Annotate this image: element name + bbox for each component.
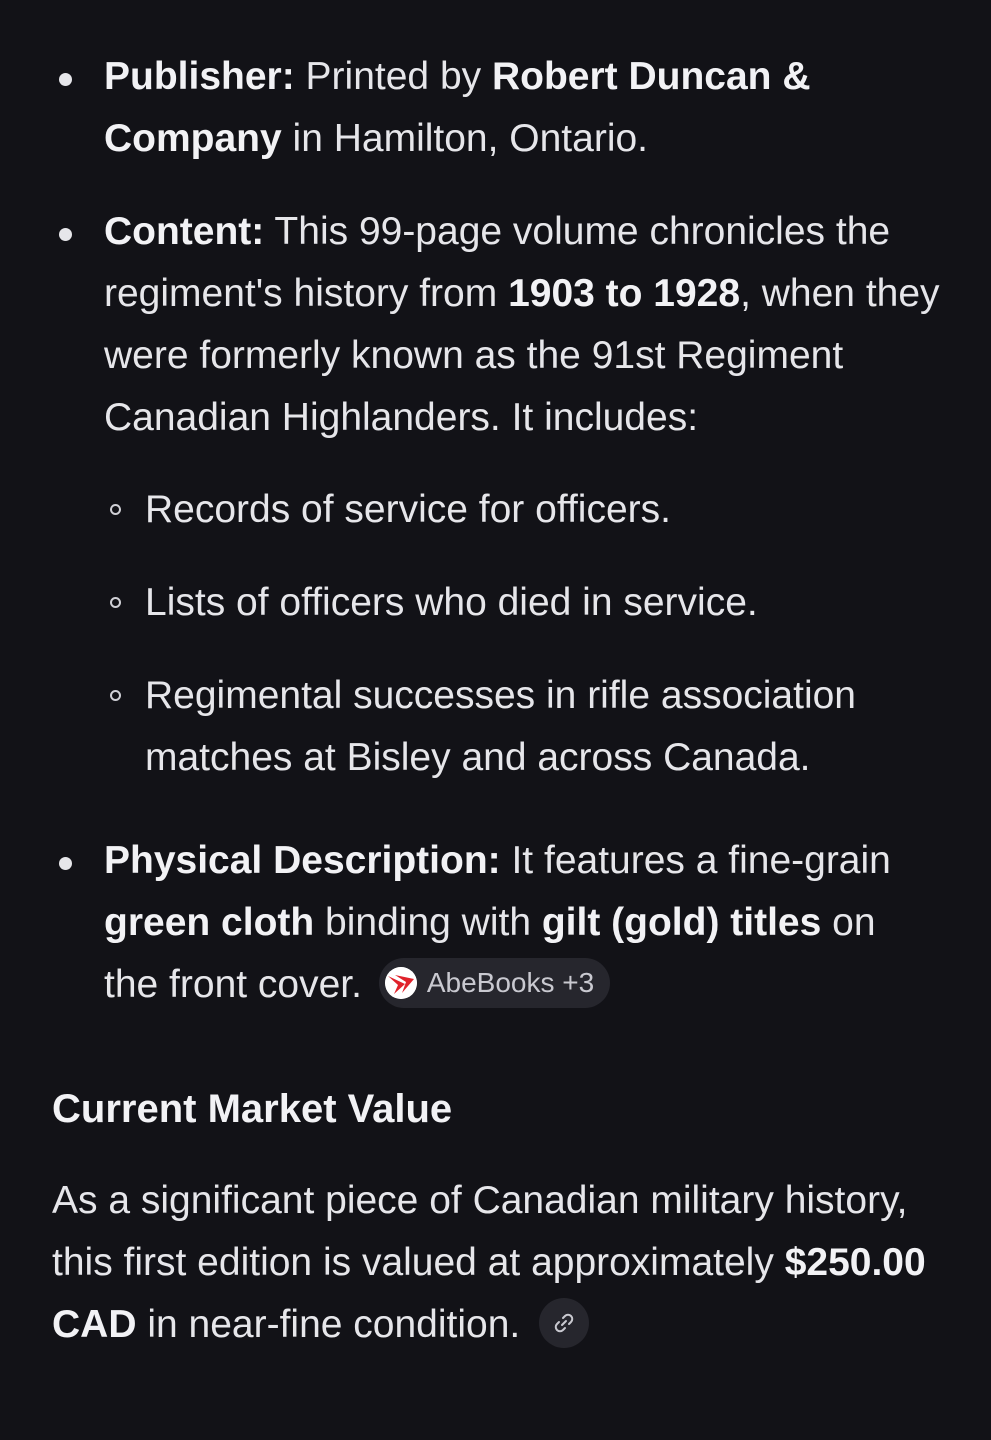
physical-label: Physical Description: [104,839,501,882]
physical-gilt: gilt (gold) titles [541,901,822,944]
bullet-physical [104,830,904,1016]
link-button[interactable] [539,1298,589,1348]
physical-text-1: It features a fine-grain [500,839,891,882]
includes-item-records [145,479,925,541]
physical-text-2: binding with [314,901,542,944]
physical-text-3: on the front cover. [104,901,876,1006]
includes-item-text: Regimental successes in rifle association matches at Bisley and across Canada. [145,674,856,779]
includes-item-text: Records of service for officers. [145,488,671,531]
abebooks-logo-icon [385,967,417,999]
source-chip-label: AbeBooks +3 [426,966,595,998]
physical-cloth: green cloth [104,901,315,944]
market-value-paragraph [52,1170,932,1356]
includes-item-rifle [145,665,935,789]
publisher-label: Publisher: [104,55,295,98]
publisher-company: Robert Duncan & Company [104,55,811,160]
bullet-content [104,201,944,449]
market-text-1: As a significant piece of Canadian military history, this first edition is valued at approximately [52,1179,908,1284]
content-years: 1903 to 1928 [508,272,741,315]
bullet-publisher [104,46,934,170]
market-text-2: in near-fine condition. [136,1303,521,1346]
publisher-text-1: Printed by [294,55,492,98]
publisher-text-2: in Hamilton, Ontario. [281,117,649,160]
content-text-1: This 99-page volume chronicles the regiment's history from [104,210,891,315]
content-label: Content: [104,210,265,253]
source-chip[interactable] [379,958,610,1008]
includes-item-deaths [145,572,925,634]
link-icon [552,1311,576,1335]
section-heading-market-value: Current Market Value [52,1087,453,1131]
market-price: $250.00 CAD [52,1241,926,1346]
includes-item-text: Lists of officers who died in service. [145,581,758,624]
content-text-2: , when they were formerly known as the 91st Regiment Canadian Highlanders. It includes: [104,272,940,439]
